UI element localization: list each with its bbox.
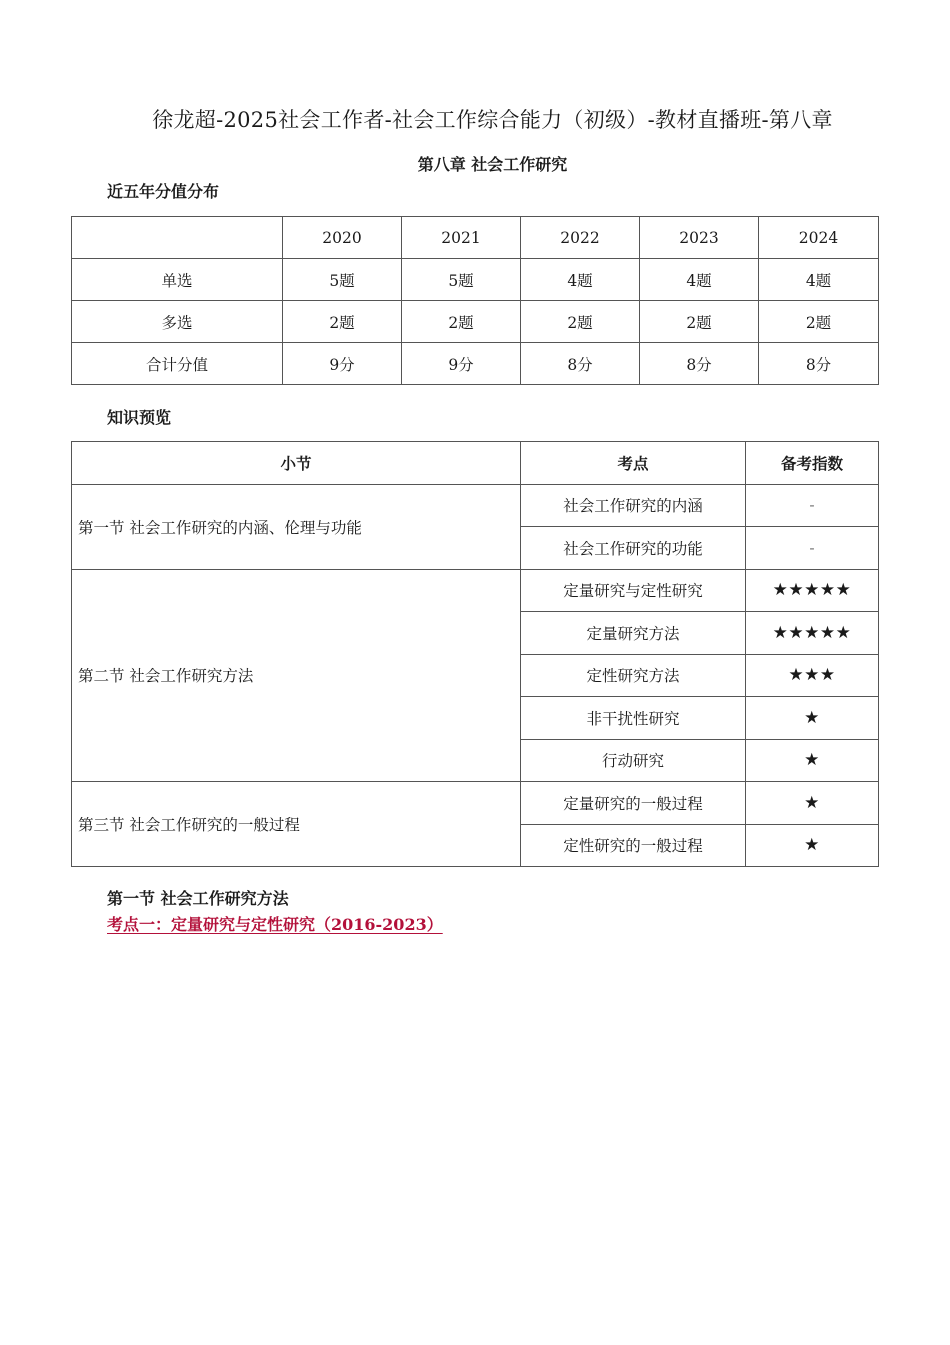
point-cell: 定量研究的一般过程 <box>521 782 746 825</box>
star-rating: ★★★ <box>746 654 879 697</box>
year-header: 2022 <box>521 217 640 259</box>
table-cell: 4题 <box>521 259 640 301</box>
rating-cell: - <box>746 527 879 570</box>
section-cell: 第三节 社会工作研究的一般过程 <box>72 782 521 867</box>
score-distribution-table <box>71 216 879 385</box>
section-cell: 第二节 社会工作研究方法 <box>72 569 521 782</box>
point-column-header: 考点 <box>521 442 746 485</box>
table-cell: 2题 <box>283 301 402 343</box>
table-cell: 8分 <box>640 343 759 385</box>
star-rating: ★ <box>746 697 879 740</box>
index-column-header: 备考指数 <box>746 442 879 485</box>
table-header-row <box>72 442 879 485</box>
table-cell: 5题 <box>283 259 402 301</box>
score-distribution-label: 近五年分值分布 <box>107 182 220 201</box>
star-rating: ★ <box>746 739 879 782</box>
year-header: 2023 <box>640 217 759 259</box>
table-cell: 2题 <box>759 301 879 343</box>
year-header: 2020 <box>283 217 402 259</box>
section-heading: 第一节 社会工作研究方法 <box>107 889 289 908</box>
row-label: 多选 <box>72 301 283 343</box>
star-rating: ★★★★★ <box>746 612 879 655</box>
star-rating: ★★★★★ <box>746 569 879 612</box>
point-cell: 社会工作研究的功能 <box>521 527 746 570</box>
table-cell: 4题 <box>640 259 759 301</box>
table-cell: 8分 <box>759 343 879 385</box>
table-cell: 8分 <box>521 343 640 385</box>
table-row <box>72 782 879 825</box>
point-cell: 社会工作研究的内涵 <box>521 484 746 527</box>
table-cell: 9分 <box>283 343 402 385</box>
key-point-link[interactable]: 考点一：定量研究与定性研究（2016-2023） <box>107 915 443 934</box>
chapter-title: 第八章 社会工作研究 <box>417 155 568 174</box>
table-cell: 2题 <box>402 301 521 343</box>
point-cell: 定性研究方法 <box>521 654 746 697</box>
point-cell: 非干扰性研究 <box>521 697 746 740</box>
table-row <box>72 484 879 527</box>
table-cell: 4题 <box>759 259 879 301</box>
year-header: 2024 <box>759 217 879 259</box>
table-cell: 2题 <box>640 301 759 343</box>
star-rating: ★ <box>746 824 879 867</box>
rating-cell: - <box>746 484 879 527</box>
table-header-row <box>72 217 879 259</box>
point-cell: 行动研究 <box>521 739 746 782</box>
row-label: 单选 <box>72 259 283 301</box>
document-title: 徐龙超-2025社会工作者-社会工作综合能力（初级）-教材直播班-第八章 <box>152 108 833 132</box>
table-row <box>72 301 879 343</box>
table-row <box>72 569 879 612</box>
table-cell: 9分 <box>402 343 521 385</box>
knowledge-preview-table <box>71 441 879 867</box>
table-row <box>72 343 879 385</box>
year-header: 2021 <box>402 217 521 259</box>
knowledge-preview-label: 知识预览 <box>107 408 172 427</box>
point-cell: 定性研究的一般过程 <box>521 824 746 867</box>
row-label: 合计分值 <box>72 343 283 385</box>
point-cell: 定量研究方法 <box>521 612 746 655</box>
table-cell: 5题 <box>402 259 521 301</box>
section-column-header: 小节 <box>72 442 521 485</box>
table-row <box>72 259 879 301</box>
star-rating: ★ <box>746 782 879 825</box>
table-cell: 2题 <box>521 301 640 343</box>
point-cell: 定量研究与定性研究 <box>521 569 746 612</box>
section-cell: 第一节 社会工作研究的内涵、伦理与功能 <box>72 484 521 569</box>
table-corner-cell <box>72 217 283 259</box>
